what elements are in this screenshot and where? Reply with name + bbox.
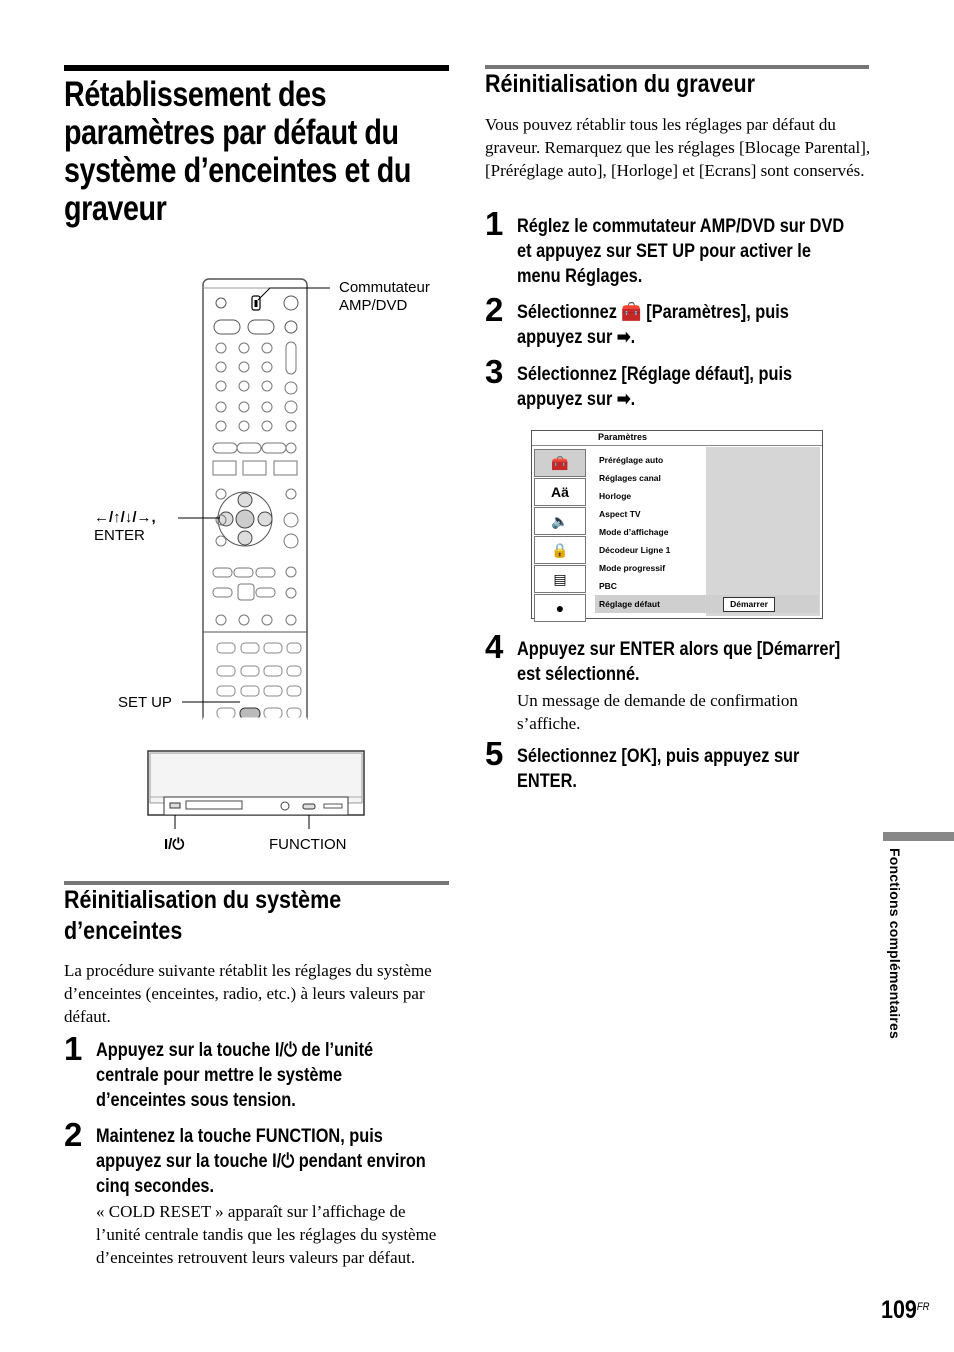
lock-icon: 🔒 — [534, 536, 586, 564]
recorder-step-4-number: 4 — [485, 628, 504, 665]
step-line: appuyez sur ➡. — [517, 327, 636, 348]
menu-item[interactable]: PBC — [599, 581, 617, 591]
step-line: d’enceintes sous tension. — [96, 1090, 296, 1111]
page-number-value: 109 — [881, 1296, 917, 1324]
recorder-intro: Vous pouvez rétablir tous les réglages par défaut du graveur. Remarquez que les réglages [Blocage Parental], [Préréglage auto], [Horloge] et [Ecrans] sont conservés. — [485, 115, 871, 180]
step-line: centrale pour mettre le système — [96, 1065, 343, 1086]
label-switch-line2: AMP/DVD — [339, 297, 408, 314]
recorder-step-1-text — [517, 214, 844, 289]
title-line: paramètres par défaut du — [64, 113, 399, 152]
recorder-step-2-number: 2 — [485, 291, 504, 328]
main-unit-illustration — [146, 749, 368, 829]
step-line: Sélectionnez [Réglage défaut], puis — [517, 364, 793, 385]
step-line: appuyez sur ➡. — [517, 389, 636, 410]
menu-title: Paramètres — [598, 432, 648, 442]
recorder-section-heading: Réinitialisation du graveur — [485, 70, 755, 98]
step-line: Sélectionnez [OK], puis appuyez sur — [517, 746, 800, 767]
step-line: cinq secondes. — [96, 1176, 215, 1197]
speaker-step-2-number: 2 — [64, 1116, 83, 1153]
menu-item[interactable]: Horloge — [599, 491, 632, 501]
heading-line: d’enceintes — [64, 917, 183, 945]
recorder-step-4-note: Un message de demande de confirmation s’affiche. — [517, 691, 798, 733]
page-title — [64, 75, 412, 228]
menu-item[interactable]: Préréglage auto — [599, 455, 664, 465]
step-line: Appuyez sur la touche I/⏻ de l’unité — [96, 1040, 374, 1061]
title-rule — [64, 65, 449, 71]
disc-icon: ● — [534, 594, 586, 622]
menu-item[interactable]: Décodeur Ligne 1 — [599, 545, 671, 555]
step-line: est sélectionné. — [517, 664, 640, 685]
step-line: ENTER. — [517, 771, 577, 792]
step-line: Maintenez la touche FUNCTION, puis — [96, 1126, 383, 1147]
menu-icon-column — [532, 447, 586, 618]
title-line: graveur — [64, 189, 167, 228]
speaker-section-heading — [64, 885, 341, 947]
step-line: appuyez sur la touche I/⏻ pendant environ — [96, 1151, 426, 1172]
label-power: I/⏻ — [164, 836, 185, 853]
menu-item-list — [595, 447, 705, 618]
sidebar-label-text: Fonctions complémentaires — [887, 848, 903, 1039]
toolbox-icon: 🧰 — [534, 449, 586, 477]
recorder-step-5-text — [517, 744, 799, 794]
speaker-step-2-note: « COLD RESET » apparaît sur l’affichage de l’unité centrale tandis que les réglages du système d’enceintes retrouvent leurs valeurs par défaut. — [96, 1202, 437, 1267]
speaker-intro: La procédure suivante rétablit les réglages du système d’enceintes (enceintes, radio, etc.) à leurs valeurs par défaut. — [64, 961, 432, 1026]
label-switch-line1: Commutateur — [339, 279, 430, 296]
step-line: Réglez le commutateur AMP/DVD sur DVD — [517, 216, 845, 237]
label-enter: ENTER — [94, 527, 145, 544]
step-line: menu Réglages. — [517, 266, 643, 287]
menu-item[interactable]: Aspect TV — [599, 509, 641, 519]
sidebar-tab-bar — [883, 832, 954, 841]
recorder-step-3-number: 3 — [485, 353, 504, 390]
menu-item[interactable]: Mode d’affichage — [599, 527, 669, 537]
label-switch — [339, 279, 430, 315]
recorder-step-2-text — [517, 300, 789, 350]
sidebar-label — [885, 848, 907, 1058]
start-button[interactable]: Démarrer — [723, 597, 775, 612]
speaker-step-2-text — [96, 1124, 426, 1199]
page-number — [881, 1296, 929, 1325]
label-function: FUNCTION — [269, 836, 347, 853]
step-line: Appuyez sur ENTER alors que [Démarrer] — [517, 639, 841, 660]
title-line: Rétablissement des — [64, 75, 327, 114]
menu-item-selected[interactable]: Réglage défaut — [599, 599, 660, 609]
menu-options-panel — [706, 447, 820, 616]
language-icon: Aä — [534, 478, 586, 506]
speaker-step-1-text — [96, 1038, 373, 1113]
film-icon: ▤ — [534, 565, 586, 593]
callout-lines — [170, 280, 340, 720]
heading-line: Réinitialisation du système — [64, 886, 342, 914]
menu-item[interactable]: Mode progressif — [599, 563, 666, 573]
recorder-step-4-text — [517, 637, 840, 687]
recorder-step-3-text — [517, 362, 792, 412]
step-line: et appuyez sur SET UP pour activer le — [517, 241, 811, 262]
menu-item[interactable]: Réglages canal — [599, 473, 661, 483]
speaker-step-1-number: 1 — [64, 1030, 83, 1067]
title-line: système d’enceintes et du — [64, 151, 412, 190]
page-number-suffix: FR — [916, 1301, 930, 1313]
label-setup: SET UP — [118, 694, 172, 711]
speaker-icon: 🔈 — [534, 507, 586, 535]
recorder-step-1-number: 1 — [485, 205, 504, 242]
recorder-step-5-number: 5 — [485, 735, 504, 772]
step-line: Sélectionnez 🧰 [Paramètres], puis — [517, 302, 789, 323]
menu-title-underline — [532, 445, 822, 446]
label-arrows: ←/↑/↓/→, — [94, 509, 156, 526]
settings-menu-screenshot — [531, 430, 823, 619]
